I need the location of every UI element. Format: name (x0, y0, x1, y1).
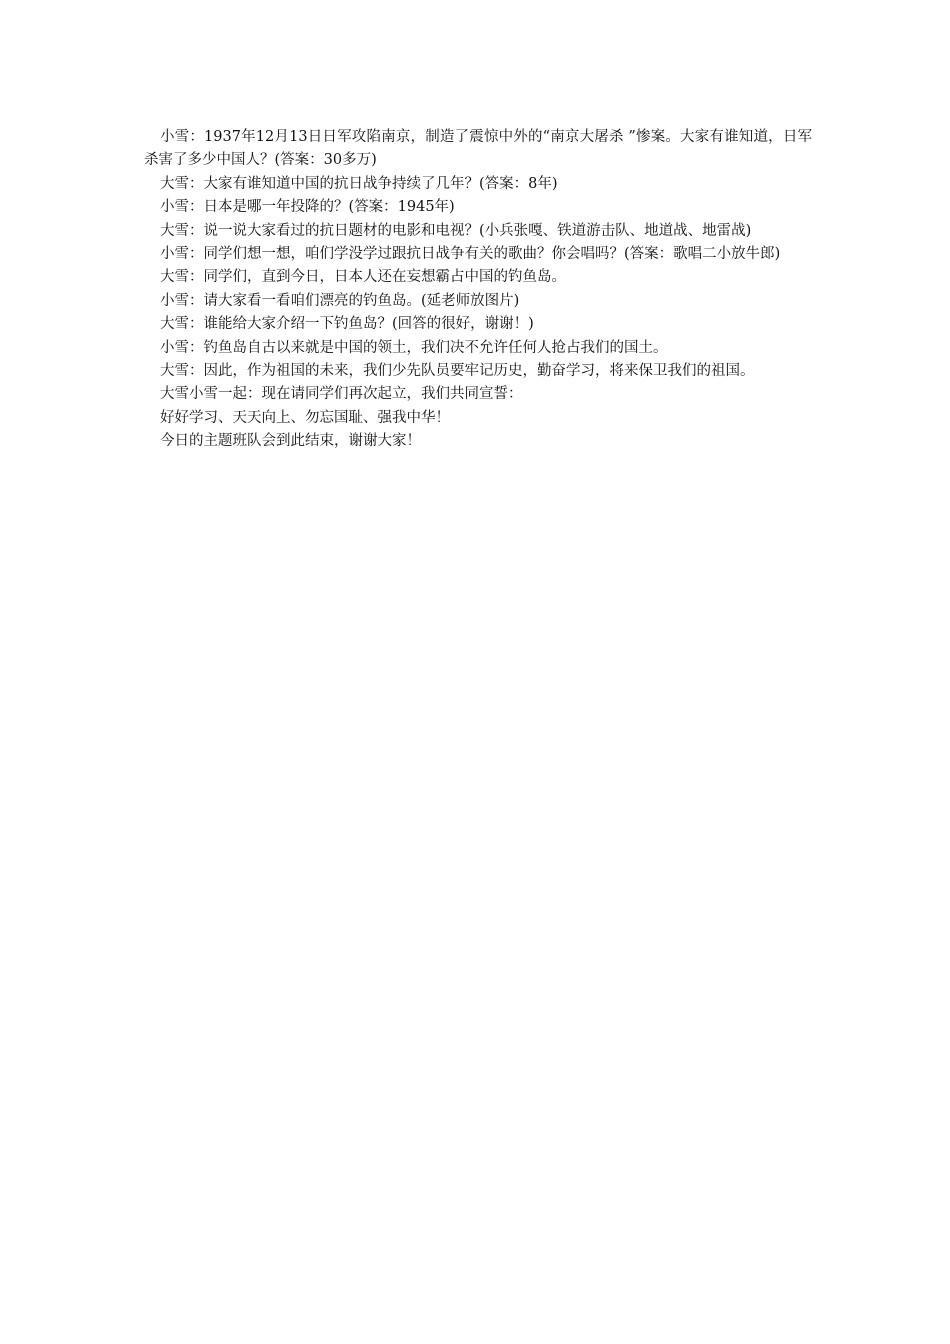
paragraph-1: 小雪：1937年12月13日日军攻陷南京，制造了震惊中外的“南京大屠杀 ”惨案。大家有谁知道，日军杀害了多少中国人？(答案：30多万) (144, 129, 812, 169)
paragraph-2: 大雪：大家有谁知道中国的抗日战争持续了几年？(答案：8年) (160, 175, 558, 192)
paragraph-5: 小雪：同学们想一想，咱们学没学过跟抗日战争有关的歌曲？你会唱吗？(答案：歌唱二小放牛郎) (160, 246, 781, 263)
document-body (144, 126, 812, 454)
paragraph-11: 大雪小雪一起：现在请同学们再次起立，我们共同宣誓： (160, 386, 523, 403)
paragraph-6: 大雪：同学们，直到今日，日本人还在妄想霸占中国的钓鱼岛。 (160, 269, 566, 286)
paragraph-9: 小雪：钓鱼岛自古以来就是中国的领土，我们决不允许任何人抢占我们的国土。 (160, 339, 668, 356)
paragraph-12: 好好学习、天天向上、勿忘国耻、强我中华！ (160, 409, 450, 426)
paragraph-7: 小雪：请大家看一看咱们漂亮的钓鱼岛。(延老师放图片) (160, 292, 520, 309)
paragraph-8: 大雪：谁能给大家介绍一下钓鱼岛？(回答的很好，谢谢！) (160, 316, 534, 333)
paragraph-3: 小雪：日本是哪一年投降的？(答案：1945年) (160, 199, 455, 216)
paragraph-4: 大雪：说一说大家看过的抗日题材的电影和电视？(小兵张嘎、铁道游击队、地道战、地雷战) (160, 222, 752, 239)
paragraph-13: 今日的主题班队会到此结束，谢谢大家！ (160, 433, 421, 450)
paragraph-10: 大雪：因此，作为祖国的未来，我们少先队员要牢记历史，勤奋学习，将来保卫我们的祖国。 (160, 363, 755, 380)
